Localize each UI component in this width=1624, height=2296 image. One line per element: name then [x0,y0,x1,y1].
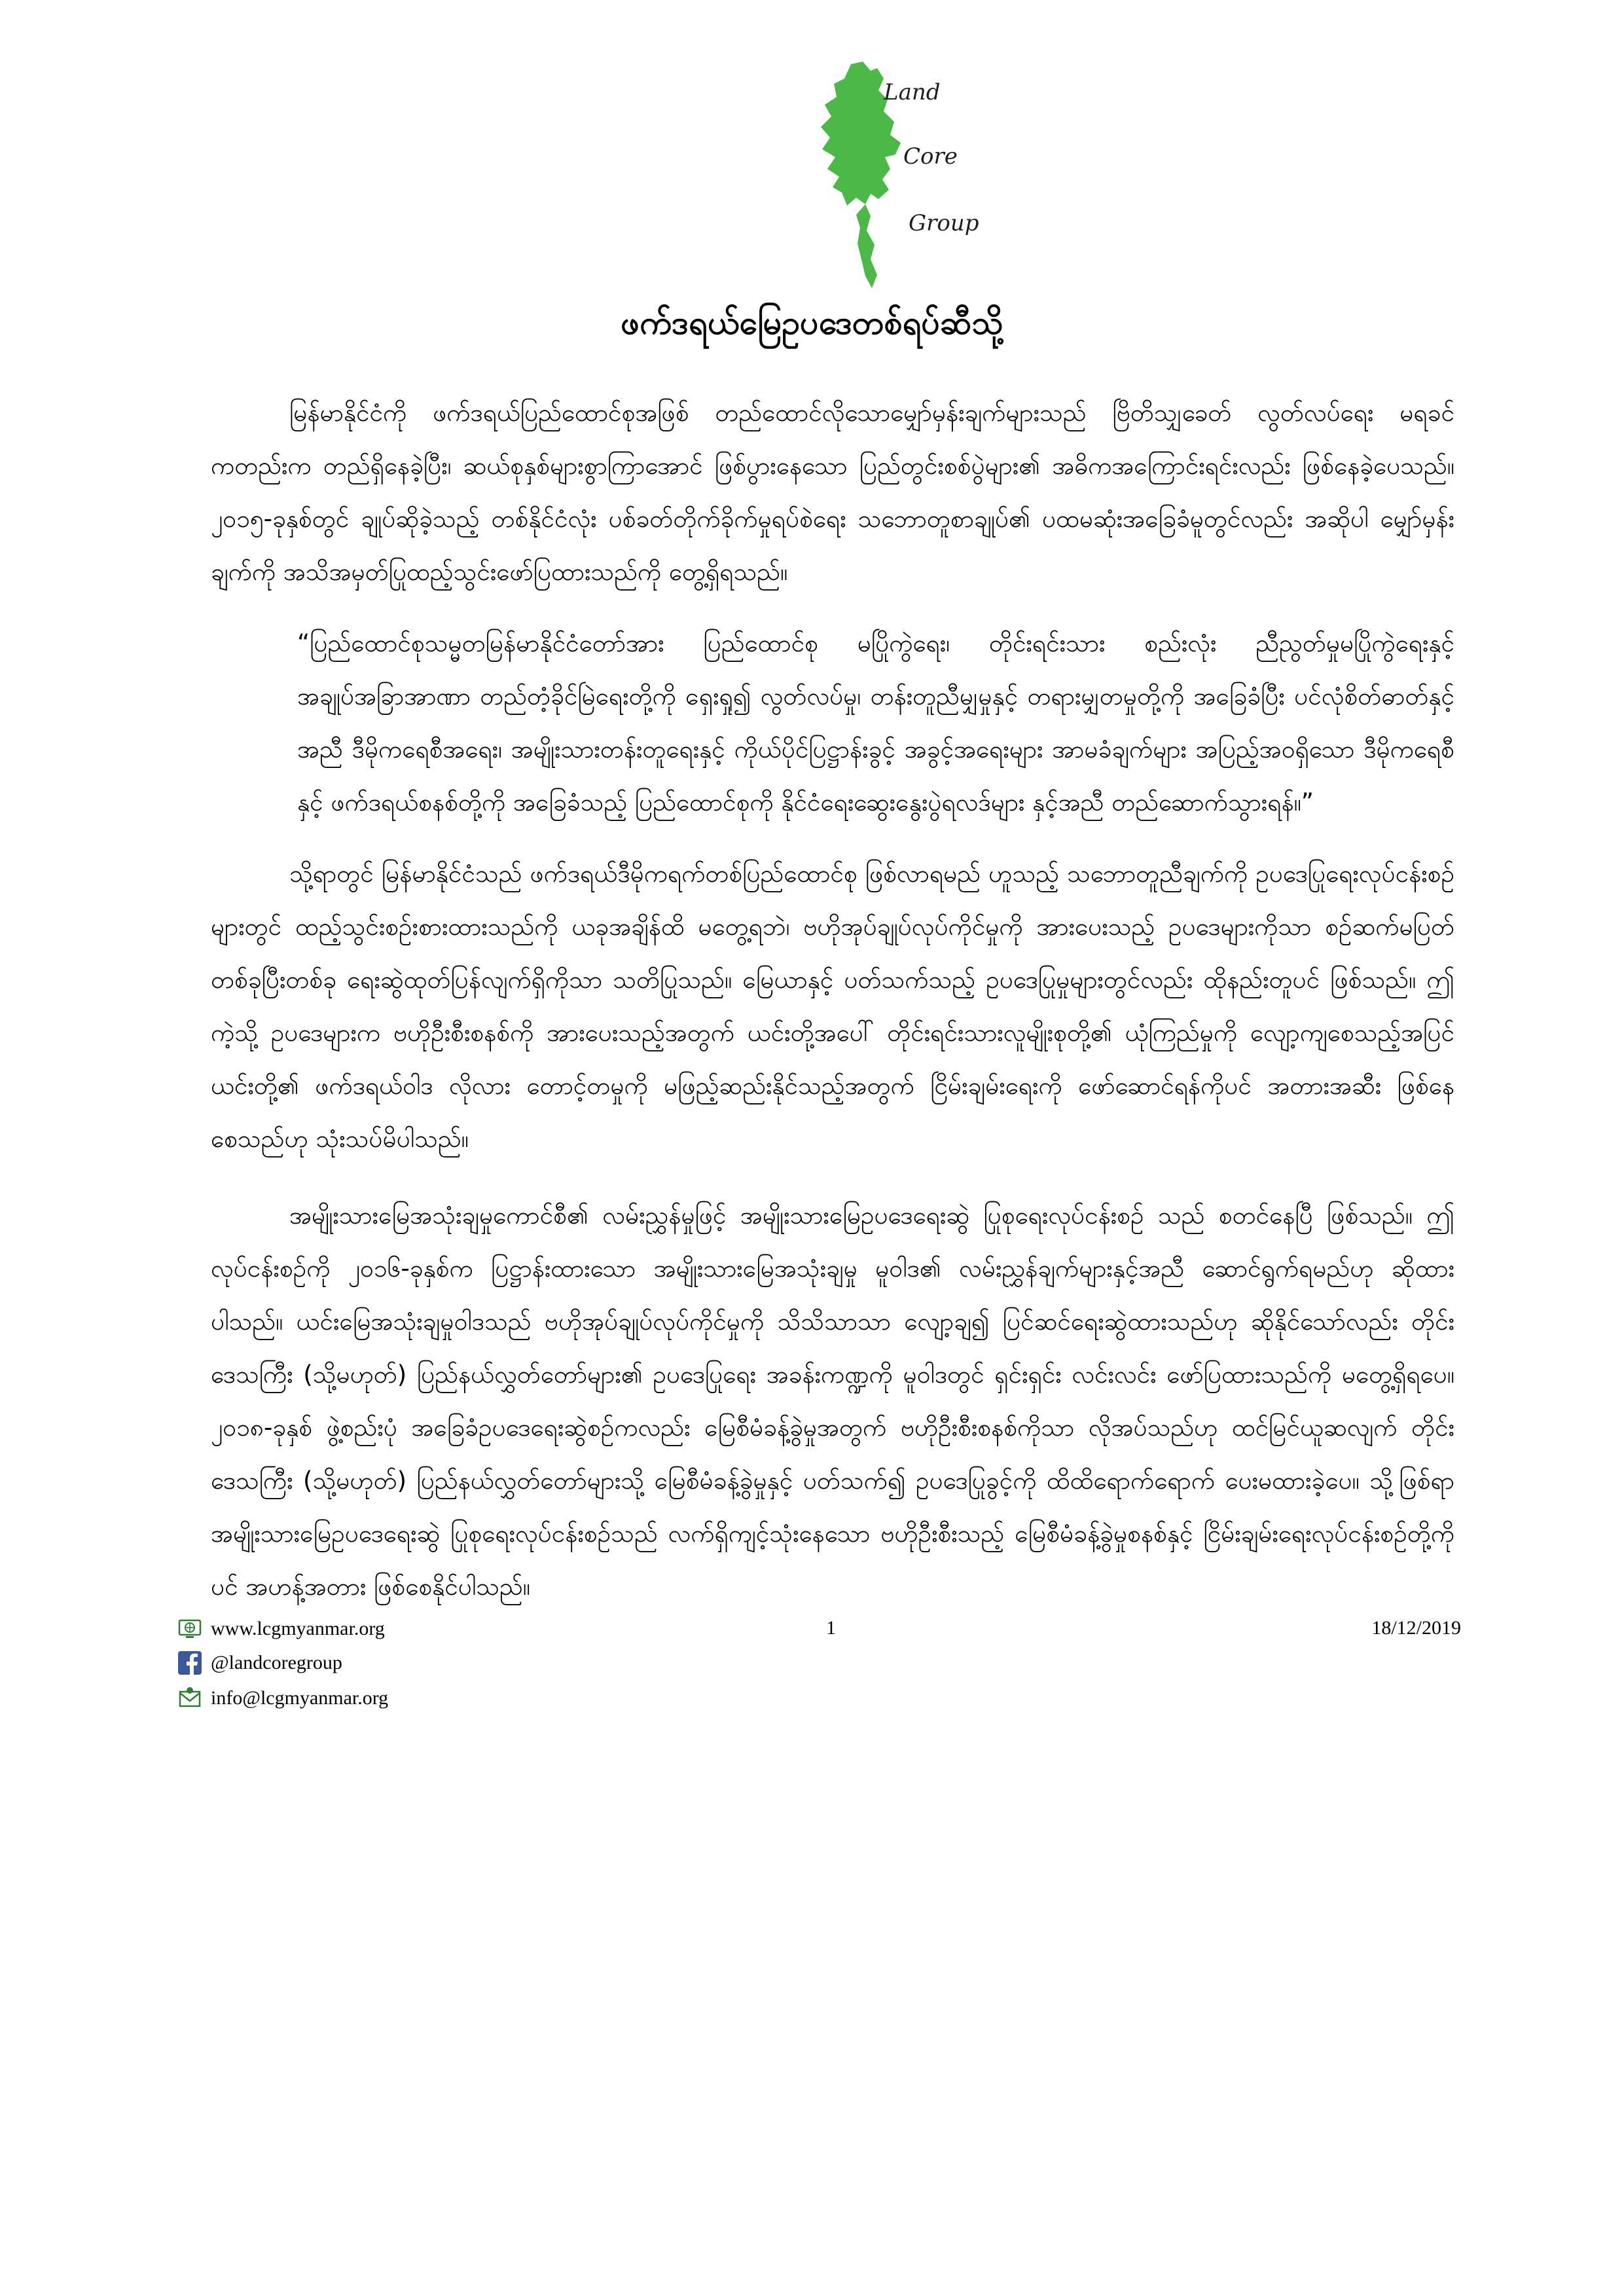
paragraph-spacer [211,1165,1454,1189]
footer-website-row [178,1617,385,1641]
logo-text-group: Group [909,210,979,236]
paragraph-3: အမျိုးသားမြေအသုံးချမှုကောင်စီ၏ လမ်းညွှန်မှုဖြင့် အမျိုးသားမြေဥပဒေရေးဆွဲ ပြုစုရေးလုပ်ငန်းစဉ် သည် စတင်နေပြီ ဖြစ်သည်။ ဤလုပ်ငန်းစဉ်ကို ၂၀၁၆-ခုနှစ်က ပြဋ္ဌာန်းထားသော အမျိုးသားမြေအသုံးချမှု မူဝါဒ၏ လမ်းညွှန်ချက်များနှင့်အညီ ဆောင်ရွက်ရမည်ဟု ဆိုထားပါသည်။ ယင်းမြေအသုံးချမှုဝါဒသည် ဗဟိုအုပ်ချုပ်လုပ်ကိုင်မှုကို သိသိသာသာ လျော့ချ၍ ပြင်ဆင်ရေးဆွဲထားသည်ဟု ဆိုနိုင်သော်လည်း တိုင်းဒေသကြီး (သို့မဟုတ်) ပြည်နယ်လွှတ်တော်များ၏ ဥပဒေပြုရေး အခန်းကဏ္ဍကို မူဝါဒတွင် ရှင်းရှင်း လင်းလင်း ဖော်ပြထားသည်ကို မတွေ့ရှိရပေ။ ၂၀၁၈-ခုနှစ် ဖွဲ့စည်းပုံ အခြေခံဥပဒေရေးဆွဲစဉ်ကလည်း မြေစီမံခန့်ခွဲမှုအတွက် ဗဟိုဦးစီးစနစ်ကိုသာ လိုအပ်သည်ဟု ထင်မြင်ယူဆလျက် တိုင်းဒေသကြီး (သို့မဟုတ်) ပြည်နယ်လွှတ်တော်များသို့ မြေစီမံခန့်ခွဲမှုနှင့် ပတ်သက်၍ ဥပဒေပြုခွင့်ကို ထိထိရောက်ရောက် ပေးမထားခဲ့ပေ။ သို့ဖြစ်ရာ အမျိုးသားမြေဥပဒေရေးဆွဲ ပြုစုရေးလုပ်ငန်းစဉ်သည် လက်ရှိကျင့်သုံးနေသော ဗဟိုဦးစီးသည့် မြေစီမံခန့်ခွဲမှုစနစ်နှင့် ငြိမ်းချမ်းရေးလုပ်ငန်းစဉ်တို့ကိုပင် အဟန့်အတား ဖြစ်စေနိုင်ပါသည်။ [211,1201,1454,1601]
document-date: 18/12/2019 [1371,1617,1461,1639]
land-core-group-logo [779,59,995,295]
footer-facebook-row [178,1651,342,1675]
paragraph-2: သို့ရာတွင် မြန်မာနိုင်ငံသည် ဖက်ဒရယ်ဒီမိုကရက်တစ်ပြည်ထောင်စု ဖြစ်လာရမည် ဟူသည့် သဘောတူညီချက်ကို ဥပဒေပြုရေးလုပ်ငန်းစဉ်များတွင် ထည့်သွင်းစဉ်းစားထားသည်ကို ယခုအချိန်ထိ မတွေ့ရဘဲ၊ ဗဟိုအုပ်ချုပ်လုပ်ကိုင်မှုကို အားပေးသည့် ဥပဒေများကိုသာ စဉ်ဆက်မပြတ် တစ်ခုပြီးတစ်ခု ရေးဆွဲထုတ်ပြန်လျက်ရှိကိုသာ သတိပြုသည်။ မြေယာနှင့် ပတ်သက်သည့် ဥပဒေပြုမှုများတွင်လည်း ထိုနည်းတူပင် ဖြစ်သည်။ ဤကဲ့သို့ ဥပဒေများက ဗဟိုဦးစီးစနစ်ကို အားပေးသည့်အတွက် ယင်းတို့အပေါ် တိုင်းရင်းသားလူမျိုးစုတို့၏ ယုံကြည်မှုကို လျော့ကျစေသည့်အပြင် ယင်းတို့၏ ဖက်ဒရယ်ဝါဒ လိုလား တောင့်တမှုကို မဖြည့်ဆည်းနိုင်သည့်အတွက် ငြိမ်းချမ်းရေးကို ဖော်ဆောင်ရန်ကိုပင် အတားအဆီး ဖြစ်နေစေသည်ဟု သုံးသပ်မိပါသည်။ [211,860,1454,1153]
email-icon [178,1686,202,1710]
globe-icon [178,1617,202,1641]
page-number: 1 [826,1617,836,1639]
page-footer [178,1617,1461,1722]
paragraph-1: မြန်မာနိုင်ငံကို ဖက်ဒရယ်ပြည်ထောင်စုအဖြစ် တည်ထောင်လိုသောမျှော်မှန်းချက်များသည် ဗြိတိသျှခေတ် လွတ်လပ်ရေး မရခင်ကတည်းက တည်ရှိနေခဲ့ပြီး၊ ဆယ်စုနှစ်များစွာကြာအောင် ဖြစ်ပွားနေသော ပြည်တွင်းစစ်ပွဲများ၏ အဓိကအကြောင်းရင်းလည်း ဖြစ်နေခဲ့ပေသည်။ ၂၀၁၅-ခုနှစ်တွင် ချုပ်ဆိုခဲ့သည့် တစ်နိုင်ငံလုံး ပစ်ခတ်တိုက်ခိုက်မှုရပ်စဲရေး သဘောတူစာချုပ်၏ ပထမဆုံးအခြေခံမူတွင်လည်း အဆိုပါ မျှော်မှန်းချက်ကို အသိအမှတ်ပြုထည့်သွင်းဖော်ပြထားသည်ကို တွေ့ရှိရသည်။ [211,399,1454,586]
logo-text-core: Core [903,143,958,170]
myanmar-map-logo-graphic [779,59,995,295]
logo-text-land: Land [884,79,941,105]
facebook-icon [178,1651,202,1675]
block-quote: “ပြည်ထောင်စုသမ္မတမြန်မာနိုင်ငံတော်အား ပြည်ထောင်စု မပြိုကွဲရေး၊ တိုင်းရင်းသား စည်းလုံး ညီညွတ်မှုမပြိုကွဲရေးနှင့် အချုပ်အခြာအာဏာ တည်တံ့ခိုင်မြဲရေးတို့ကို ရှေးရှု၍ လွတ်လပ်မှု၊ တန်းတူညီမျှမှုနှင့် တရားမျှတမှုတို့ကို အခြေခံပြီး ပင်လုံစိတ်ဓာတ်နှင့်အညီ ဒီမိုကရေစီအရေး၊ အမျိုးသားတန်းတူရေးနှင့် ကိုယ်ပိုင်ပြဋ္ဌာန်းခွင့် အခွင့်အရေးများ အာမခံချက်များ အပြည့်အဝရှိသော ဒီမိုကရေစီနှင့် ဖက်ဒရယ်စနစ်တို့ကို အခြေခံသည့် ပြည်ထောင်စုကို နိုင်ငံရေးဆွေးနွေးပွဲရလဒ်များ နှင့်အညီ တည်ဆောက်သွားရန်။” [297,629,1454,816]
document-title: ဖက်ဒရယ်မြေဥပဒေတစ်ရပ်ဆီသို့ [621,304,1003,342]
website-link[interactable]: www.lcgmyanmar.org [211,1618,385,1639]
footer-email-row [178,1686,388,1710]
facebook-link[interactable]: @landcoregroup [211,1652,342,1673]
email-link[interactable]: info@lcgmyanmar.org [211,1687,389,1709]
document-body [211,386,1454,1613]
